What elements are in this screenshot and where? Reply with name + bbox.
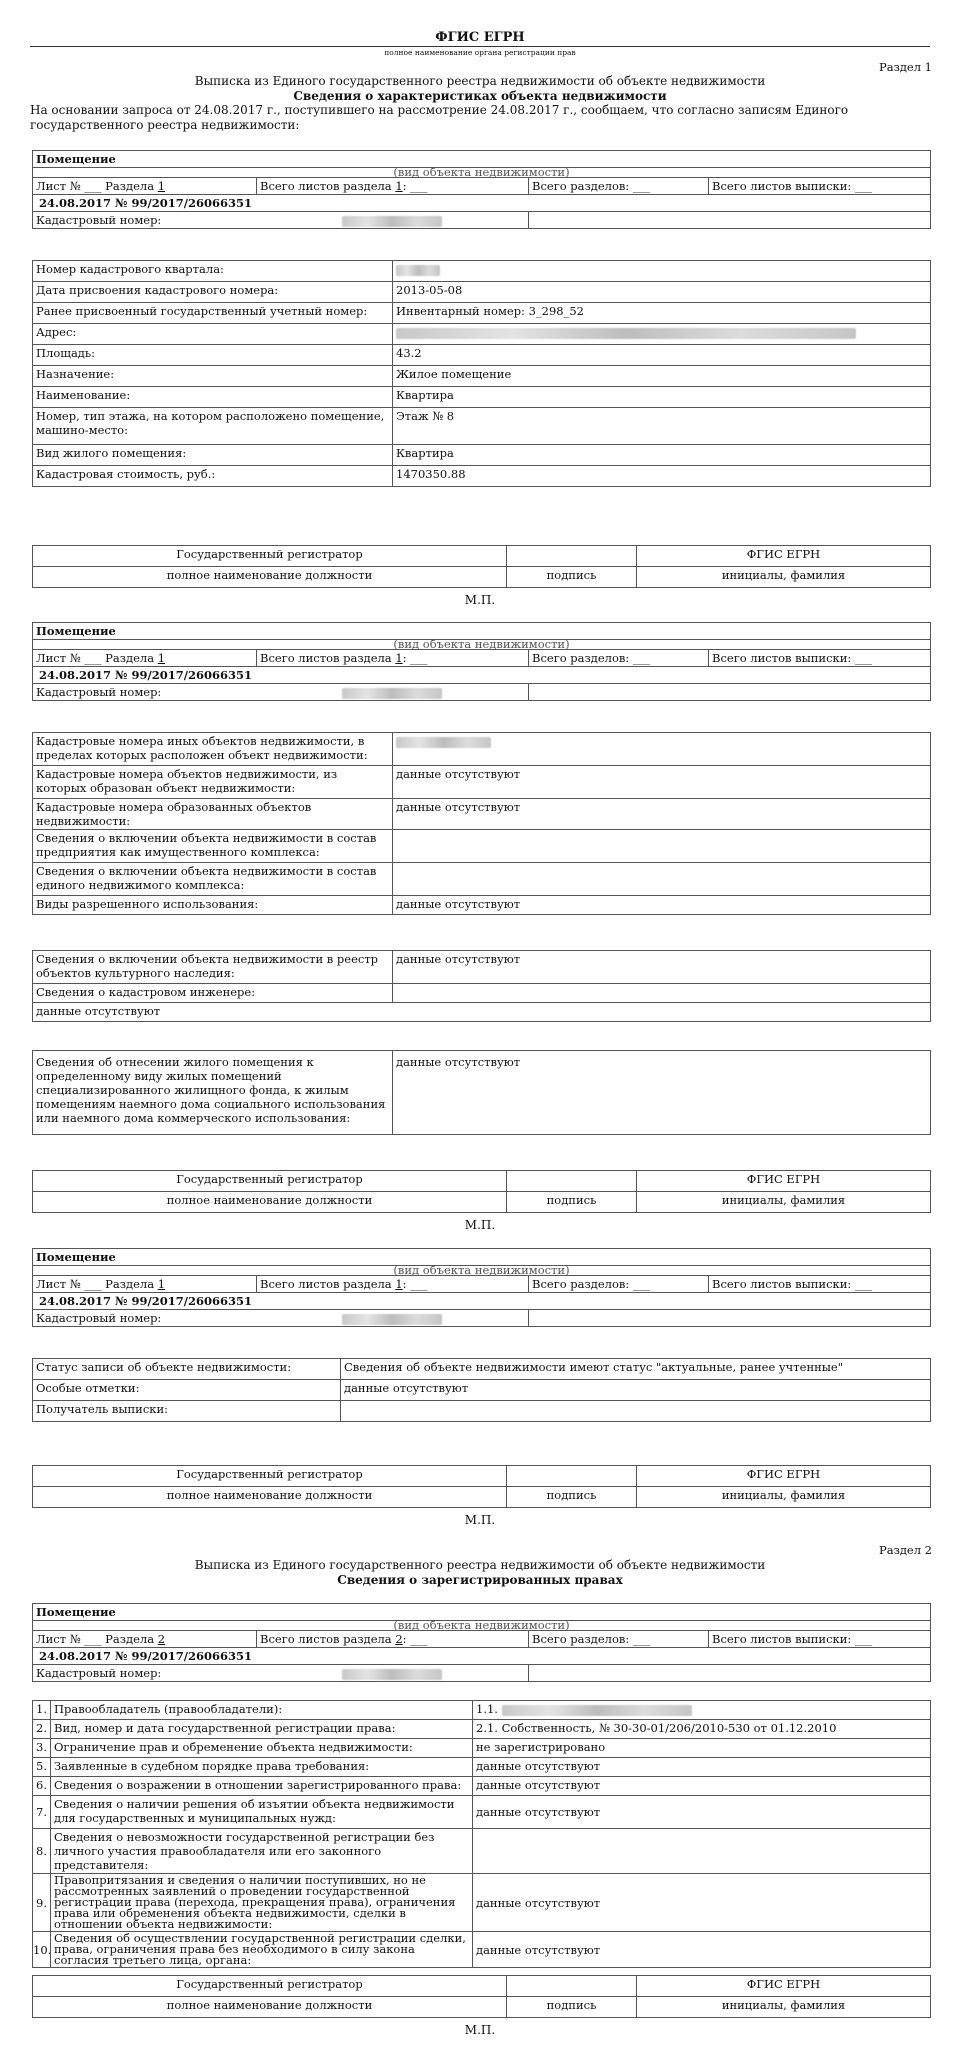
object-type: Помещение [33, 151, 931, 168]
object-type-sub: (вид объекта недвижимости) [33, 168, 931, 178]
sheet-3-header: Помещение (вид объекта недвижимости) Лист № ___ Раздела 1 Всего листов раздела 1: ___ Всего разделов: ___ Всего листов выписки: ___ 24.08.2017 № 99/2017/26066351 Кадастровый номер: [32, 1248, 931, 1327]
table-row: Виды разрешенного использования: данные отсутствуют [33, 896, 931, 915]
table-row: Дата присвоения кадастрового номера: 2013-05-08 [33, 282, 931, 303]
total-extract-sheets: Всего листов выписки: ___ [709, 178, 931, 195]
sheet-4-header: Помещение (вид объекта недвижимости) Лист № ___ Раздела 2 Всего листов раздела 2: ___ Всего разделов: ___ Всего листов выписки: ___ 24.08.2017 № 99/2017/26066351 Кадастровый номер: [32, 1603, 931, 1682]
org-subtitle: полное наименование органа регистрации прав [384, 48, 576, 57]
stamp-place: М.П. [464, 593, 496, 607]
signature-block-4: Государственный регистратор ФГИС ЕГРН полное наименование должности подпись инициалы, фамилия [32, 1975, 931, 2018]
characteristics-table [32, 260, 931, 487]
section-2-label: Раздел 2 [878, 1543, 932, 1557]
section-1-label: Раздел 1 [878, 60, 932, 74]
table-row: Особые отметки: данные отсутствуют [33, 1380, 931, 1401]
section-2-subtitle: Сведения о зарегистрированных правах [337, 1573, 623, 1587]
sheet-number: Лист № ___ Раздела 1 [33, 178, 257, 195]
cad-number-value [529, 212, 931, 229]
section-1-subtitle: Сведения о характеристиках объекта недвижимости [293, 89, 667, 103]
table-row: Статус записи об объекте недвижимости: Сведения об объекте недвижимости имеют статус "актуальные, ранее учтенные" [33, 1359, 931, 1380]
table-row: Вид жилого помещения: Квартира [33, 445, 931, 466]
table-row: Кадастровые номера объектов недвижимости, из которых образован объект недвижимости: данные отсутствуют [33, 766, 931, 799]
table-row: Кадастровые номера образованных объектов недвижимости: данные отсутствуют [33, 799, 931, 830]
sheet-2-table-b [32, 950, 931, 1022]
total-sheets: Всего листов раздела 1: ___ [257, 178, 529, 195]
table-row: Кадастровые номера иных объектов недвижимости, в пределах которых расположен объект недвижимости: [33, 733, 931, 766]
sheet-2-table-a [32, 732, 931, 915]
table-row: Адрес: [33, 324, 931, 345]
total-sections: Всего разделов: ___ [529, 178, 709, 195]
table-row: Наименование: Квартира [33, 387, 931, 408]
intro-text: На основании запроса от 24.08.2017 г., поступившего на рассмотрение 24.08.2017 г., сообщаем, что согласно записям Единого государственного реестра недвижимости: [30, 103, 849, 132]
table-row: Площадь: 43.2 [33, 345, 931, 366]
stamp-place: М.П. [464, 1513, 496, 1527]
table-row: Номер, тип этажа, на котором расположено помещение, машино-место: Этаж № 8 [33, 408, 931, 445]
table-row: Сведения о включении объекта недвижимости в реестр объектов культурного наследия: данные отсутствуют [33, 951, 931, 984]
sheet-2-table-c [32, 1050, 931, 1135]
date-number: 24.08.2017 № 99/2017/26066351 [33, 195, 931, 212]
table-row: 8. Сведения о невозможности государственной регистрации без личного участия правообладателя или его законного представителя: [33, 1829, 931, 1874]
table-row: 5. Заявленные в судебном порядке права требования: данные отсутствуют [33, 1758, 931, 1777]
cad-number-label: Кадастровый номер: [33, 212, 529, 229]
org-divider [30, 46, 930, 47]
status-table [32, 1358, 931, 1422]
table-row: Назначение: Жилое помещение [33, 366, 931, 387]
table-row: Сведения об отнесении жилого помещения к определенному виду жилых помещений специализированного жилищного фонда, к жилым помещениям наемного дома социального использования или наемного дома коммерческого использования: данные отсутствуют [33, 1051, 931, 1135]
section-2-title: Выписка из Единого государственного реестра недвижимости об объекте недвижимости [194, 1558, 766, 1572]
table-row: Кадастровая стоимость, руб.: 1470350.88 [33, 466, 931, 487]
table-row: Номер кадастрового квартала: [33, 261, 931, 282]
table-row: Сведения о включении объекта недвижимости в состав предприятия как имущественного комплекса: [33, 830, 931, 863]
table-row: 9. Правопритязания и сведения о наличии поступивших, но не рассмотренных заявлений о проведении государственной регистрации права (перехода, прекращения права), ограничения права или обременения объекта недвижимости, сделки в отношении объекта недвижимости: данные отсутствуют [33, 1874, 931, 1932]
table-row: Сведения о включении объекта недвижимости в состав единого недвижимого комплекса: [33, 863, 931, 896]
table-row: Сведения о кадастровом инженере: [33, 984, 931, 1003]
signature-block-3: Государственный регистратор ФГИС ЕГРН полное наименование должности подпись инициалы, фамилия [32, 1465, 931, 1508]
stamp-place: М.П. [464, 1218, 496, 1232]
table-row: 6. Сведения о возражении в отношении зарегистрированного права: данные отсутствуют [33, 1777, 931, 1796]
table-row: 3. Ограничение прав и обременение объекта недвижимости: не зарегистрировано [33, 1739, 931, 1758]
table-row: 10. Сведения об осуществлении государственной регистрации сделки, права, ограничения права без необходимого в силу закона согласия третьего лица, органа: данные отсутствуют [33, 1932, 931, 1968]
section-1-title: Выписка из Единого государственного реестра недвижимости об объекте недвижимости [194, 74, 766, 88]
sheet-1-header [32, 150, 931, 229]
signature-block-1: Государственный регистратор ФГИС ЕГРН полное наименование должности подпись инициалы, фамилия [32, 545, 931, 588]
table-row: 7. Сведения о наличии решения об изъятии объекта недвижимости для государственных и муниципальных нужд: данные отсутствуют [33, 1796, 931, 1829]
table-row: 1. Правообладатель (правообладатели): 1.1. [33, 1701, 931, 1720]
table-row: Ранее присвоенный государственный учетный номер: Инвентарный номер: 3_298_52 [33, 303, 931, 324]
stamp-place: М.П. [464, 2023, 496, 2037]
table-row: 2. Вид, номер и дата государственной регистрации права: 2.1. Собственность, № 30-30-01/206/2010-530 от 01.12.2010 [33, 1720, 931, 1739]
org-title: ФГИС ЕГРН [435, 30, 525, 45]
sheet-2-header: Помещение (вид объекта недвижимости) Лист № ___ Раздела 1 Всего листов раздела 1: ___ Всего разделов: ___ Всего листов выписки: ___ 24.08.2017 № 99/2017/26066351 Кадастровый номер: [32, 622, 931, 701]
signature-block-2: Государственный регистратор ФГИС ЕГРН полное наименование должности подпись инициалы, фамилия [32, 1170, 931, 1213]
table-row: Получатель выписки: [33, 1401, 931, 1422]
table-row: данные отсутствуют [33, 1003, 931, 1022]
rights-table [32, 1700, 931, 1968]
